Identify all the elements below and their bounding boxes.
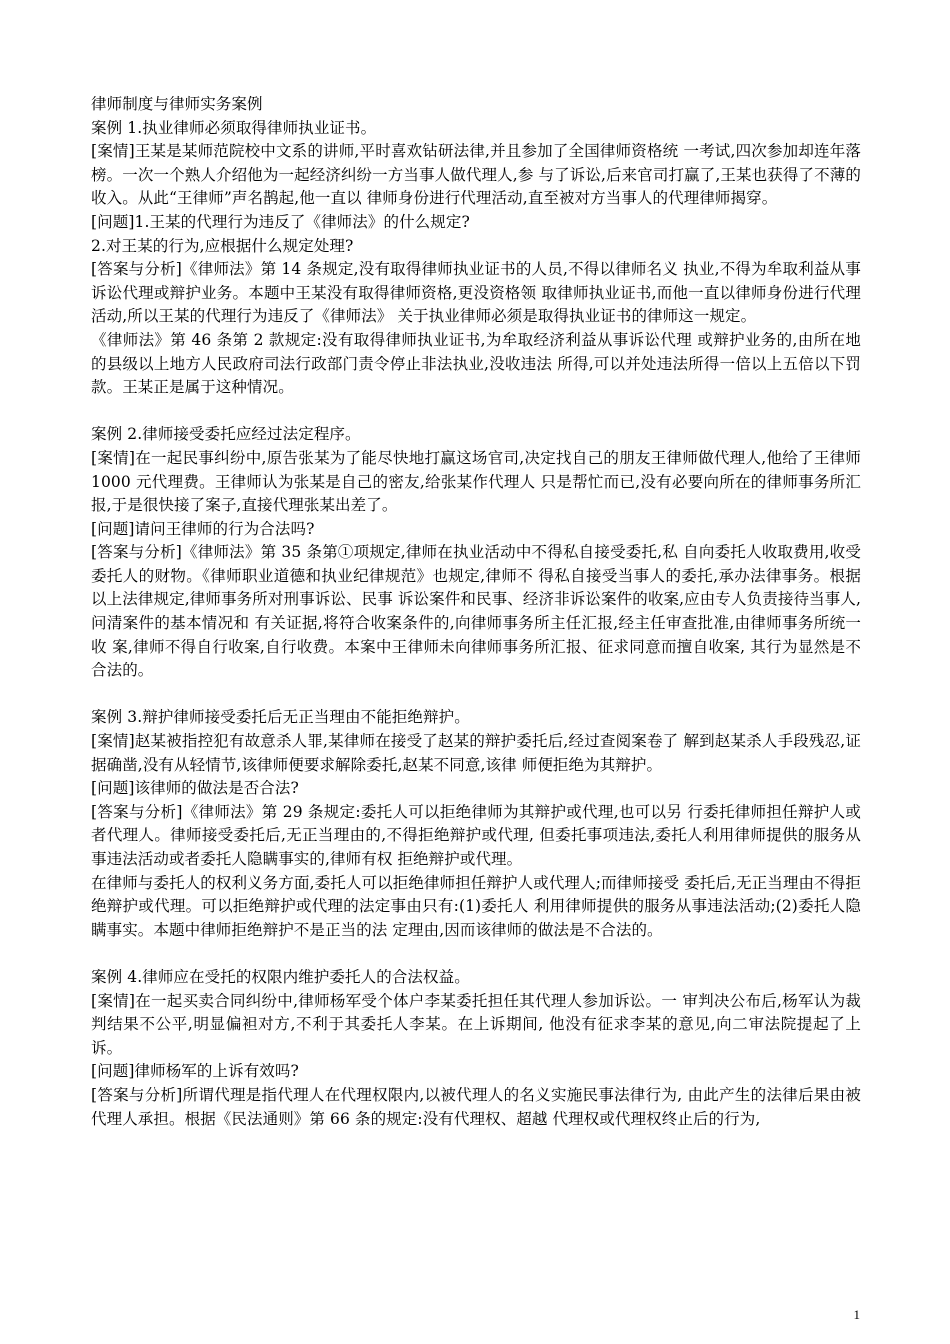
document-title: 律师制度与律师实务案例 (91, 95, 263, 113)
case-3-analysis-2: 在律师与委托人的权利义务方面,委托人可以拒绝律师担任辩护人或代理人;而律师接受 委托后,无正当理由不得拒绝辩护或代理。可以拒绝辩护或代理的法定事由只有:(1)委托人 利用律师提供的服务从事违法活动;(2)委托人隐瞒事实。本题中律师拒绝辩护不是正当的法 定理由,因而该律师的做法是不合法的。 (91, 873, 861, 939)
case-2-heading: 案例 2.律师接受委托应经过法定程序。 (91, 425, 361, 444)
case-2-facts: [案情]在一起民事纠纷中,原告张某为了能尽快地打赢这场官司,决定找自己的朋友王律师做代理人,他给了王律师 1000 元代理费。王律师认为张某是自己的密友,给张某作代理人 只是帮忙而已,没有必要向所在的律师事务所汇报,于是很快接了案子,直接代理张某出差了。 (91, 448, 861, 515)
case-1-question-2: 2.对王某的行为,应根据什么规定处理? (91, 236, 354, 255)
case-4-question: [问题]律师杨军的上诉有效吗? (91, 1062, 299, 1081)
section-spacer (91, 942, 861, 966)
case-1-heading: 案例 1.执业律师必须取得律师执业证书。 (91, 118, 377, 137)
case-1-analysis: [答案与分析]《律师法》第 14 条规定,没有取得律师执业证书的人员,不得以律师名义 执业,不得为牟取利益从事诉讼代理或辩护业务。本题中王某没有取得律师资格,更没资格领 取律师执业证书,而他一直以律师身份进行代理活动,所以王某的代理行为违反了《律师法》 关于执业律师必须是取得执业证书的律师这一规定。 (91, 260, 861, 326)
case-1-facts: [案情]王某是某师范院校中文系的讲师,平时喜欢钻研法律,并且参加了全国律师资格统 一考试,四次参加却连年落榜。一次一个熟人介绍他为一起经济纠纷一方当事人做代理人,参 与了诉讼,后来官司打赢了,王某也获得了不薄的收入。从此“王律师”声名鹊起,他一直以 律师身份进行代理活动,直至被对方当事人的代理律师揭穿。 (91, 142, 861, 208)
case-1-question-1: [问题]1.王某的代理行为违反了《律师法》的什么规定? (91, 212, 470, 231)
document-body (91, 93, 861, 1131)
case-4-heading: 案例 4.律师应在受托的权限内维护委托人的合法权益。 (91, 967, 470, 986)
case-3-heading: 案例 3.辩护律师接受委托后无正当理由不能拒绝辩护。 (91, 708, 470, 727)
case-4-facts: [案情]在一起买卖合同纠纷中,律师杨军受个体户李某委托担任其代理人参加诉讼。一 审判决公布后,杨军认为裁判结果不公平,明显偏袒对方,不利于其委托人李某。在上诉期间, 他没有征求李某的意见,向二审法院提起了上诉。 (91, 991, 861, 1057)
case-2-analysis: [答案与分析]《律师法》第 35 条第①项规定,律师在执业活动中不得私自接受委托,私 自向委托人收取费用,收受委托人的财物。《律师职业道德和执业纪律规范》也规定,律师不 得私自接受当事人的委托,承办法律事务。根据以上法律规定,律师事务所对刑事诉讼、民事 诉讼案件和民事、经济非诉讼案件的收案,应由专人负责接待当事人,问清案件的基本情况和 有关证据,将符合收案条件的,向律师事务所主任汇报,经主任审查批准,由律师事务所统一收 案,律师不得自行收案,自行收费。本案中王律师未向律师事务所汇报、征求同意而擅自收案, 其行为显然是不合法的。 (91, 543, 861, 680)
case-3-question: [问题]该律师的做法是否合法? (91, 779, 299, 798)
case-1-analysis-2: 《律师法》第 46 条第 2 款规定:没有取得律师执业证书,为牟取经济利益从事诉讼代理 或辩护业务的,由所在地的县级以上地方人民政府司法行政部门责令停止非法执业,没收违法 所得,可以并处违法所得一倍以上五倍以下罚款。王某正是属于这种情况。 (91, 330, 861, 397)
section-spacer (91, 400, 861, 424)
case-2-question: [问题]请问王律师的行为合法吗? (91, 519, 315, 538)
section-spacer (91, 683, 861, 707)
case-4-analysis: [答案与分析]所谓代理是指代理人在代理权限内,以被代理人的名义实施民事法律行为, 由此产生的法律后果由被代理人承担。根据《民法通则》第 66 条的规定:没有代理权、超越 代理权或代理权终止后的行为, (91, 1085, 861, 1128)
page-number: 1 (853, 1307, 860, 1322)
case-3-analysis: [答案与分析]《律师法》第 29 条规定:委托人可以拒绝律师为其辩护或代理,也可以另 行委托律师担任辩护人或者代理人。律师接受委托后,无正当理由的,不得拒绝辩护或代理, 但委托事项违法,委托人利用律师提供的服务从事违法活动或者委托人隐瞒事实的,律师有权 拒绝辩护或代理。 (91, 802, 861, 868)
case-3-facts: [案情]赵某被指控犯有故意杀人罪,某律师在接受了赵某的辩护委托后,经过查阅案卷了 解到赵某杀人手段残忍,证据确凿,没有从轻情节,该律师便要求解除委托,赵某不同意,该律 师便拒绝为其辩护。 (91, 732, 861, 774)
